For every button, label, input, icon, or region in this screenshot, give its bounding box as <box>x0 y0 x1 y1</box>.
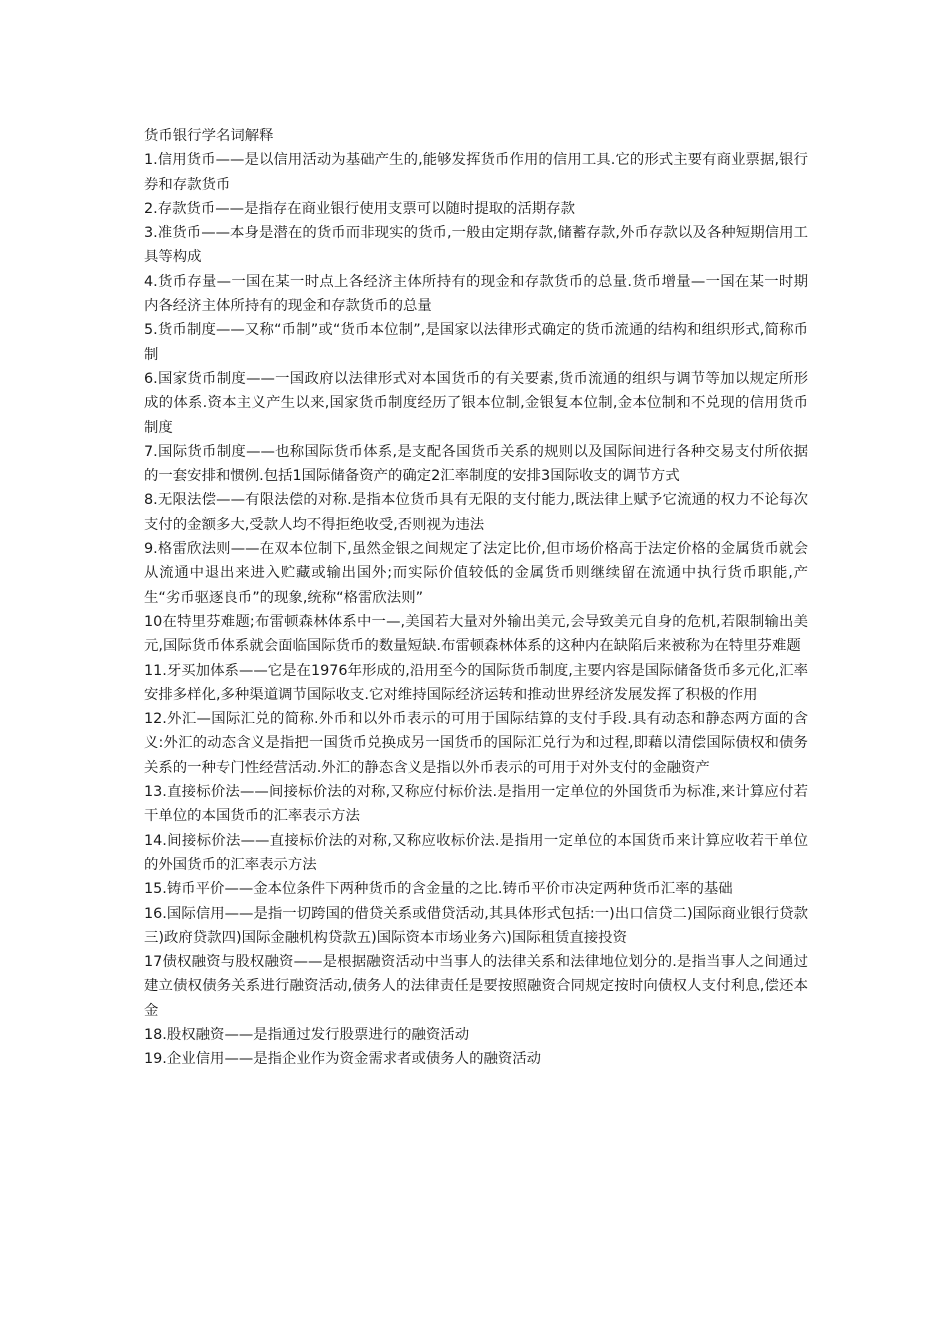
term-entry-13: 13.直接标价法——间接标价法的对称,又称应付标价法.是指用一定单位的外国货币为标准,来计算应付若干单位的本国货币的汇率表示方法 <box>144 784 808 825</box>
term-entry-16: 16.国际信用——是指一切跨国的借贷关系或借贷活动,其具体形式包括:一)出口信贷二)国际商业银行贷款三)政府贷款四)国际金融机构贷款五)国际资本市场业务六)国际租赁直接投资 <box>144 905 808 946</box>
term-entry-17: 17债权融资与股权融资——是根据融资活动中当事人的法律关系和法律地位划分的.是指当事人之间通过建立债权债务关系进行融资活动,债务人的法律责任是要按照融资合同规定按时向债权人支付利息,偿还本金 <box>144 954 808 1019</box>
document-body <box>144 124 808 1072</box>
term-entry-2: 2.存款货币——是指存在商业银行使用支票可以随时提取的活期存款 <box>144 200 576 217</box>
term-entry-18: 18.股权融资——是指通过发行股票进行的融资活动 <box>144 1026 470 1043</box>
term-entry-14: 14.间接标价法——直接标价法的对称,又称应收标价法.是指用一定单位的本国货币来计算应收若干单位的外国货币的汇率表示方法 <box>144 832 808 873</box>
document-title: 货币银行学名词解释 <box>144 128 274 144</box>
term-entry-9: 9.格雷欣法则——在双本位制下,虽然金银之间规定了法定比价,但市场价格高于法定价格的金属货币就会从流通中退出来进入贮藏或输出国外;而实际价值较低的金属货币则继续留在流通中执行货币职能,产生“劣币驱逐良币”的现象,统称“格雷欣法则” <box>144 541 808 606</box>
term-entry-6: 6.国家货币制度——一国政府以法律形式对本国货币的有关要素,货币流通的组织与调节等加以规定所形成的体系.资本主义产生以来,国家货币制度经历了银本位制,金银复本位制,金本位制和不兑现的信用货币制度 <box>144 370 808 436</box>
term-entry-1: 1.信用货币——是以信用活动为基础产生的,能够发挥货币作用的信用工具.它的形式主要有商业票据,银行券和存款货币 <box>144 152 808 193</box>
term-entry-12: 12.外汇—国际汇兑的简称.外币和以外币表示的可用于国际结算的支付手段.具有动态和静态两方面的含义:外汇的动态含义是指把一国货币兑换成另一国货币的国际汇兑行为和过程,即藉以清偿国际债权和债务关系的一种专门性经营活动.外汇的静态含义是指以外币表示的可用于对外支付的金融资产 <box>144 711 808 776</box>
term-entry-10: 10在特里芬难题;布雷顿森林体系中一—,美国若大量对外输出美元,会导致美元自身的危机,若限制输出美元,国际货币体系就会面临国际货币的数量短缺.布雷顿森林体系的这种内在缺陷后来被称为在特里芬难题 <box>144 613 808 655</box>
term-entry-19: 19.企业信用——是指企业作为资金需求者或债务人的融资活动 <box>144 1051 542 1068</box>
term-entry-8: 8.无限法偿——有限法偿的对称.是指本位货币具有无限的支付能力,既法律上赋予它流通的权力不论每次支付的金额多大,受款人均不得拒绝收受,否则视为违法 <box>144 492 808 533</box>
term-entry-7: 7.国际货币制度——也称国际货币体系,是支配各国货币关系的规则以及国际间进行各种交易支付所依据的一套安排和惯例.包括1国际储备资产的确定2汇率制度的安排3国际收支的调节方式 <box>144 443 808 485</box>
term-entry-3: 3.准货币——本身是潜在的货币而非现实的货币,一般由定期存款,储蓄存款,外币存款以及各种短期信用工具等构成 <box>144 225 808 266</box>
term-entry-11: 11.牙买加体系——它是在1976年形成的,沿用至今的国际货币制度,主要内容是国际储备货币多元化,汇率安排多样化,多种渠道调节国际收支.它对维持国际经济运转和推动世界经济发展发挥了积极的作用 <box>144 662 808 703</box>
term-entry-15: 15.铸币平价——金本位条件下两种货币的含金量的之比.铸币平价市决定两种货币汇率的基础 <box>144 881 733 898</box>
term-entry-4: 4.货币存量—一国在某一时点上各经济主体所持有的现金和存款货币的总量.货币增量—一国在某一时期内各经济主体所持有的现金和存款货币的总量 <box>144 273 808 315</box>
term-entry-5: 5.货币制度——又称“币制”或“货币本位制”,是国家以法律形式确定的货币流通的结构和组织形式,简称币制 <box>144 322 809 363</box>
